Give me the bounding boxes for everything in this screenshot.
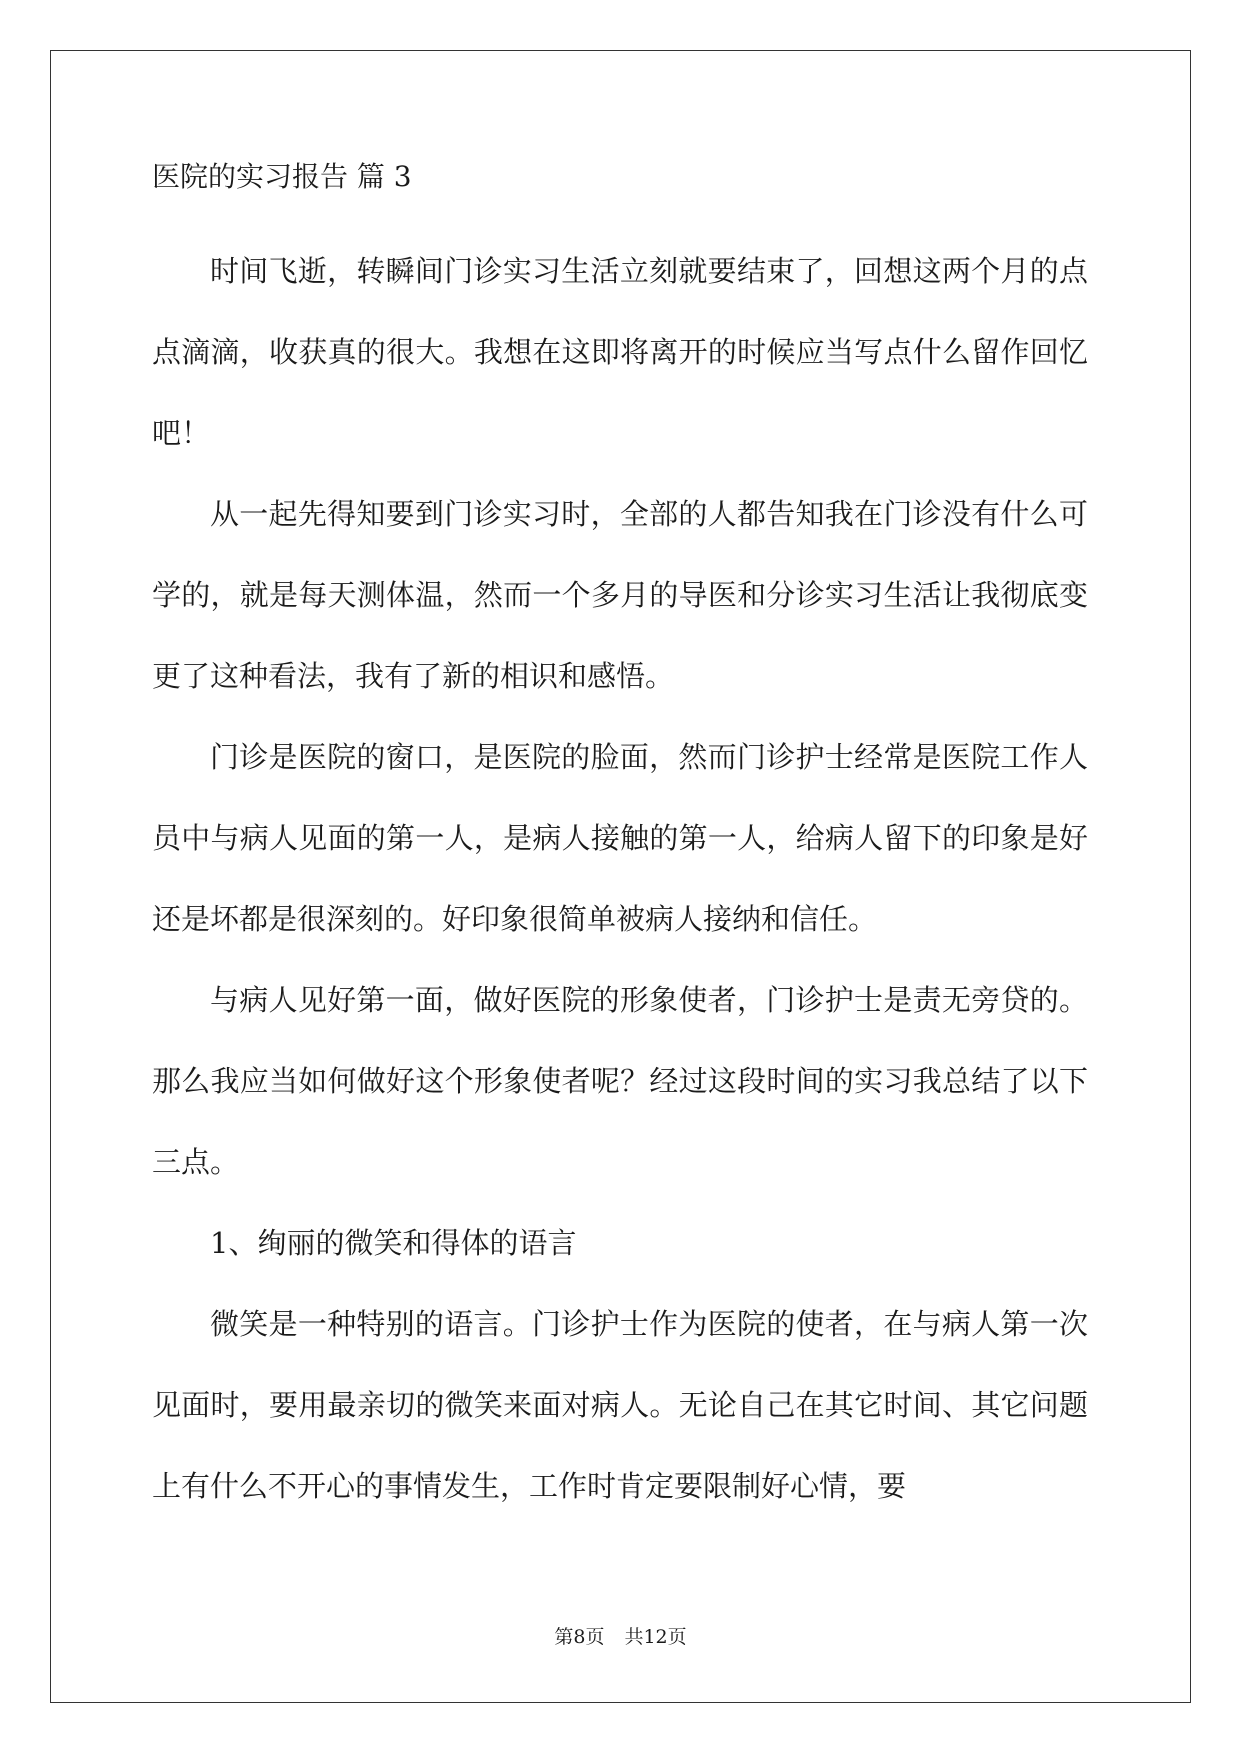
page-number: 第8页 (554, 1626, 605, 1648)
paragraph-4: 与病人见好第一面，做好医院的形象使者，门诊护士是责无旁贷的。那么我应当如何做好这个形象使者呢？经过这段时间的实习我总结了以下三点。 (152, 983, 1088, 1179)
page-total: 共12页 (624, 1626, 687, 1648)
paragraph-2: 从一起先得知要到门诊实习时，全部的人都告知我在门诊没有什么可学的，就是每天测体温，然而一个多月的导医和分诊实习生活让我彻底变更了这种看法，我有了新的相识和感悟。 (152, 497, 1088, 693)
paragraph-1: 时间飞逝，转瞬间门诊实习生活立刻就要结束了，回想这两个月的点点滴滴，收获真的很大。我想在这即将离开的时候应当写点什么留作回忆吧！ (152, 254, 1088, 450)
subheading-smile-language: 1、绚丽的微笑和得体的语言 (210, 1226, 577, 1260)
page-footer (0, 1625, 1241, 1649)
paragraph-3: 门诊是医院的窗口，是医院的脸面，然而门诊护士经常是医院工作人员中与病人见面的第一人，是病人接触的第一人，给病人留下的印象是好还是坏都是很深刻的。好印象很简单被病人接纳和信任。 (152, 740, 1088, 936)
document-body (152, 160, 1088, 1527)
paragraph-5: 微笑是一种特别的语言。门诊护士作为医院的使者，在与病人第一次见面时，要用最亲切的微笑来面对病人。无论自己在其它时间、其它问题上有什么不开心的事情发生，工作时肯定要限制好心情，要 (152, 1307, 1088, 1503)
section-title: 医院的实习报告 篇 3 (152, 160, 412, 193)
